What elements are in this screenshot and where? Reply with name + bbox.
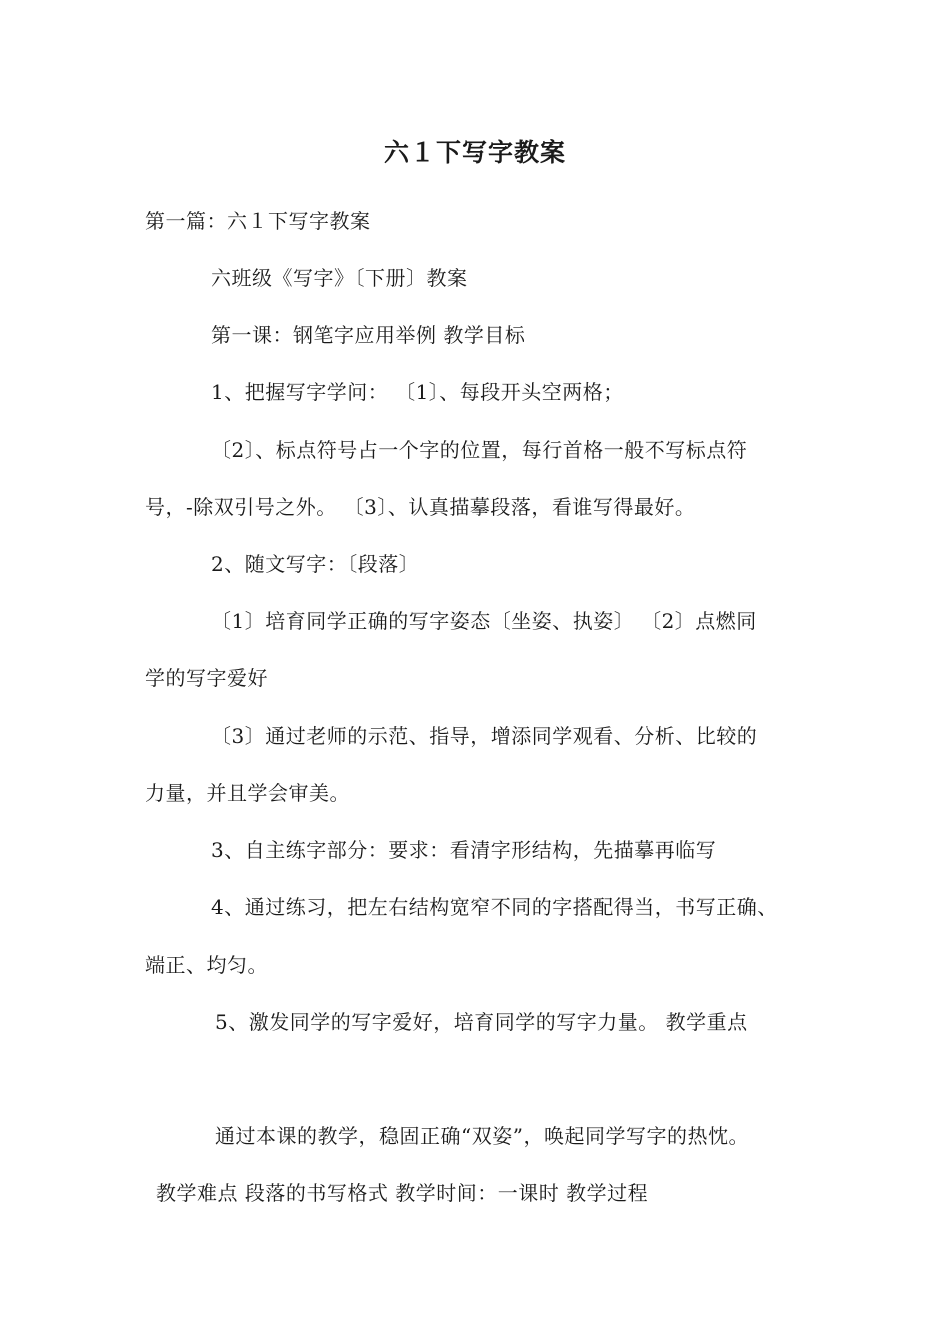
text-line-5: 〔2〕、标点符号占一个字的位置，每行首格一般不写标点符 <box>211 438 748 462</box>
text-line-10: 〔3〕通过老师的示范、指导，增添同学观看、分析、比较的 <box>211 724 758 748</box>
text-line-9: 学的写字爱好 <box>145 666 268 690</box>
document-title: 六１下写字教案 <box>383 138 566 167</box>
text-line-16: 通过本课的教学，稳固正确“双姿”，唤起同学写字的热忱。 <box>215 1124 749 1148</box>
text-line-6: 号，-除双引号之外。 〔3〕、认真描摹段落，看谁写得最好。 <box>145 495 696 519</box>
text-line-12: 3、自主练字部分：要求：看清字形结构，先描摹再临写 <box>211 838 717 862</box>
text-line-14: 端正、均匀。 <box>145 953 268 977</box>
text-line-8: 〔1〕培育同学正确的写字姿态〔坐姿、执姿〕 〔2〕点燃同 <box>211 609 757 633</box>
text-line-15: 5、激发同学的写字爱好，培育同学的写字力量。 教学重点 <box>215 1010 748 1034</box>
text-line-2: 六班级《写字》〔下册〕教案 <box>211 266 468 290</box>
text-line-17: 教学难点 段落的书写格式 教学时间：一课时 教学过程 <box>156 1181 649 1205</box>
text-line-3: 第一课：钢笔字应用举例 教学目标 <box>211 323 526 347</box>
text-line-1: 第一篇：六１下写字教案 <box>145 209 371 233</box>
text-line-11: 力量，并且学会审美。 <box>145 781 350 805</box>
text-line-7: 2、随文写字：〔段落〕 <box>211 552 420 576</box>
text-line-4: 1、把握写字学问： 〔1〕、每段开头空两格； <box>211 380 624 404</box>
text-line-13: 4、通过练习，把左右结构宽窄不同的字搭配得当，书写正确、 <box>211 895 778 919</box>
